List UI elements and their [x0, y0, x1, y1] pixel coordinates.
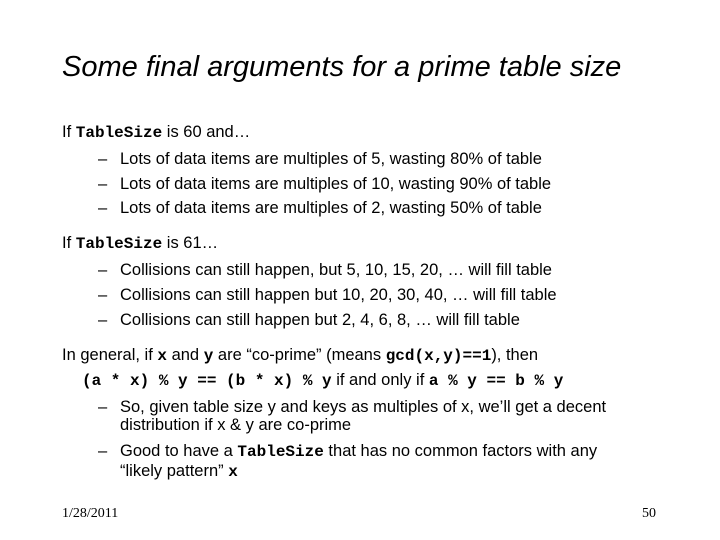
code-run: gcd(x,y)==1	[385, 347, 492, 365]
text-run: In general, if	[62, 346, 158, 364]
section2-bullet-3	[98, 310, 520, 330]
section1-bullet-3	[98, 198, 542, 218]
footer-date: 1/28/2011	[62, 506, 119, 521]
bullet-dash: –	[98, 261, 108, 279]
code-run: y	[203, 347, 214, 365]
bullet-text: Lots of data items are multiples of 2, wasting 50% of table	[120, 199, 542, 217]
text-run: that has no common factors with any	[323, 442, 598, 460]
bullet-dash: –	[98, 286, 108, 304]
section2-suffix: is 61…	[162, 234, 219, 252]
text-run: “likely pattern”	[120, 462, 229, 480]
bullet-dash: –	[98, 150, 108, 168]
code-run: TableSize	[237, 443, 324, 461]
section2-bullet-2	[98, 285, 557, 305]
section2-heading	[62, 233, 218, 254]
bullet-text: Lots of data items are multiples of 5, wasting 80% of table	[120, 150, 542, 168]
bullet-text: Collisions can still happen, but 5, 10, 15, 20, … will fill table	[120, 261, 552, 279]
bullet-dash: –	[98, 442, 108, 460]
code-run: a % y == b % y	[428, 372, 564, 390]
code-run: x	[157, 347, 167, 365]
bullet-text: So, given table size y and keys as multiples of x, we’ll get a decent	[120, 398, 607, 416]
text-run: Good to have a	[120, 442, 238, 460]
bullet-dash: –	[98, 175, 108, 193]
section3-line-2	[82, 370, 563, 391]
section1-bullet-2	[98, 174, 551, 194]
code-run: x	[228, 463, 238, 481]
section1-prefix: If	[62, 123, 76, 141]
section1-code: TableSize	[75, 124, 163, 142]
bullet-text: Collisions can still happen but 2, 4, 6, 8, … will fill table	[120, 311, 520, 329]
bullet-dash: –	[98, 199, 108, 217]
section2-bullet-1	[98, 260, 552, 280]
section2-code: TableSize	[75, 235, 163, 253]
bullet-text: Lots of data items are multiples of 10, wasting 90% of table	[120, 175, 552, 193]
section3-bullet-2-line-1	[98, 441, 597, 462]
section1-suffix: is 60 and…	[162, 123, 251, 141]
text-run: ), then	[491, 346, 539, 364]
page-number: 50	[642, 506, 656, 521]
section3-bullet-1-line-1	[98, 397, 606, 417]
section3-bullet-1-line-2: distribution if x & y are co-prime	[120, 416, 352, 434]
section2-prefix: If	[62, 234, 76, 252]
slide-title: Some final arguments for a prime table size	[62, 51, 622, 83]
text-run: and	[167, 346, 204, 364]
bullet-dash: –	[98, 398, 108, 416]
code-run: (a * x) % y == (b * x) % y	[82, 372, 332, 390]
bullet-text: Collisions can still happen but 10, 20, 30, 40, … will fill table	[120, 286, 557, 304]
bullet-dash: –	[98, 311, 108, 329]
section3-bullet-2-line-2	[120, 461, 238, 482]
text-run: if and only if	[331, 371, 429, 389]
text-run: are “co-prime” (means	[213, 346, 386, 364]
section1-heading	[62, 122, 250, 143]
section3-line-1	[62, 345, 538, 366]
section1-bullet-1	[98, 149, 542, 169]
